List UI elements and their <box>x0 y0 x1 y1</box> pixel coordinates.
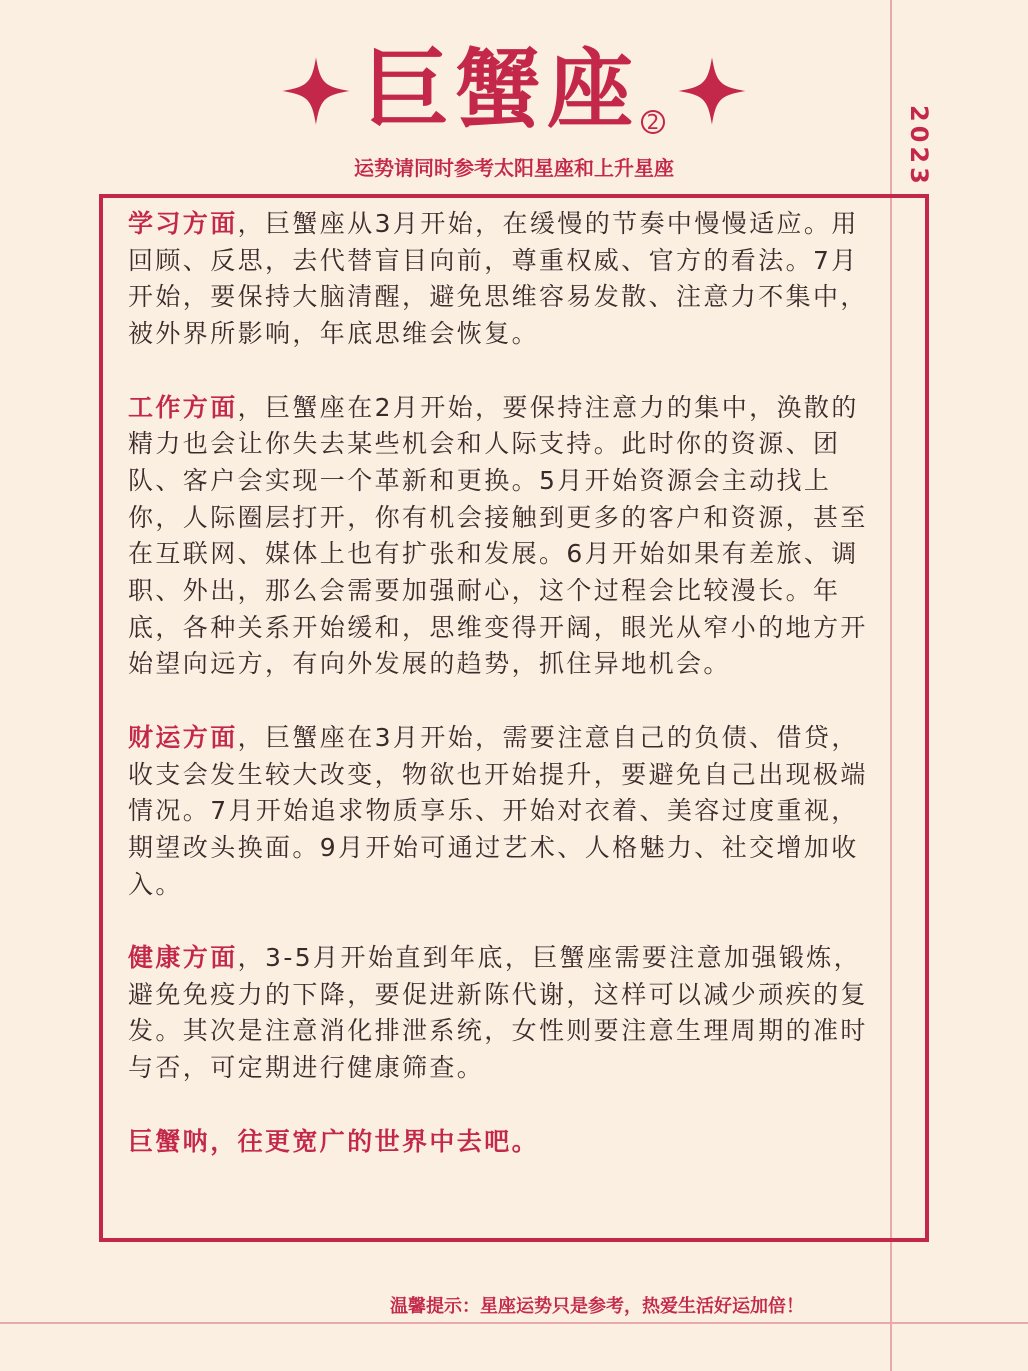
section-study <box>128 206 878 353</box>
year-label: 2023 <box>905 105 933 188</box>
section-heading: 财运方面 <box>128 722 238 752</box>
section-text: ，巨蟹座在3月开始，需要注意自己的负债、借贷，收支会发生较大改变，物欲也开始提升，要避免自己出现极端情况。7月开始追求物质享乐、开始对衣着、美容过度重视，期望改头换面。9月开始可通过艺术、人格魅力、社交增加收入。 <box>128 722 868 899</box>
page-title: 巨蟹座 <box>363 40 639 140</box>
four-point-star-icon <box>677 56 747 126</box>
title-number-mark: 2 <box>641 110 665 134</box>
section-heading: 健康方面 <box>128 943 238 973</box>
section-text: ，巨蟹座在2月开始，要保持注意力的集中，涣散的精力也会让你失去某些机会和人际支持。此时你的资源、团队、客户会实现一个革新和更换。5月开始资源会主动找上你，人际圈层打开，你有机会接触到更多的客户和资源，甚至在互联网、媒体上也有扩张和发展。6月开始如果有差旅、调职、外出，那么会需要加强耐心，这个过程会比较漫长。年底，各种关系开始缓和，思维变得开阔，眼光从窄小的地方开始望向远方，有向外发展的趋势，抓住异地机会。 <box>128 392 868 679</box>
section-health <box>128 940 878 1087</box>
four-point-star-icon <box>281 56 351 126</box>
section-work <box>128 390 878 684</box>
section-text: ，3-5月开始直到年底，巨蟹座需要注意加强锻炼，避免免疫力的下降，要促进新陈代谢，这样可以减少顽疾的复发。其次是注意消化排泄系统，女性则要注意生理周期的准时与否，可定期进行健康筛查。 <box>128 943 868 1083</box>
closing-line: 巨蟹呐，往更宽广的世界中去吧。 <box>128 1126 540 1156</box>
section-text: ，巨蟹座从3月开始，在缓慢的节奏中慢慢适应。用回顾、反思，去代替盲目向前，尊重权威、官方的看法。7月开始，要保持大脑清醒，避免思维容易发散、注意力不集中，被外界所影响，年底思维会恢复。 <box>128 209 868 349</box>
section-wealth <box>128 720 878 904</box>
title-row <box>0 40 1028 140</box>
horizontal-guide-line <box>0 1322 1028 1324</box>
footer-tip: 温馨提示：星座运势只是参考，热爱生活好运加倍！ <box>390 1296 804 1317</box>
subtitle: 运势请同时参考太阳星座和上升星座 <box>354 156 674 180</box>
section-heading: 工作方面 <box>128 392 238 422</box>
section-heading: 学习方面 <box>128 209 238 238</box>
content-body <box>128 206 878 1197</box>
